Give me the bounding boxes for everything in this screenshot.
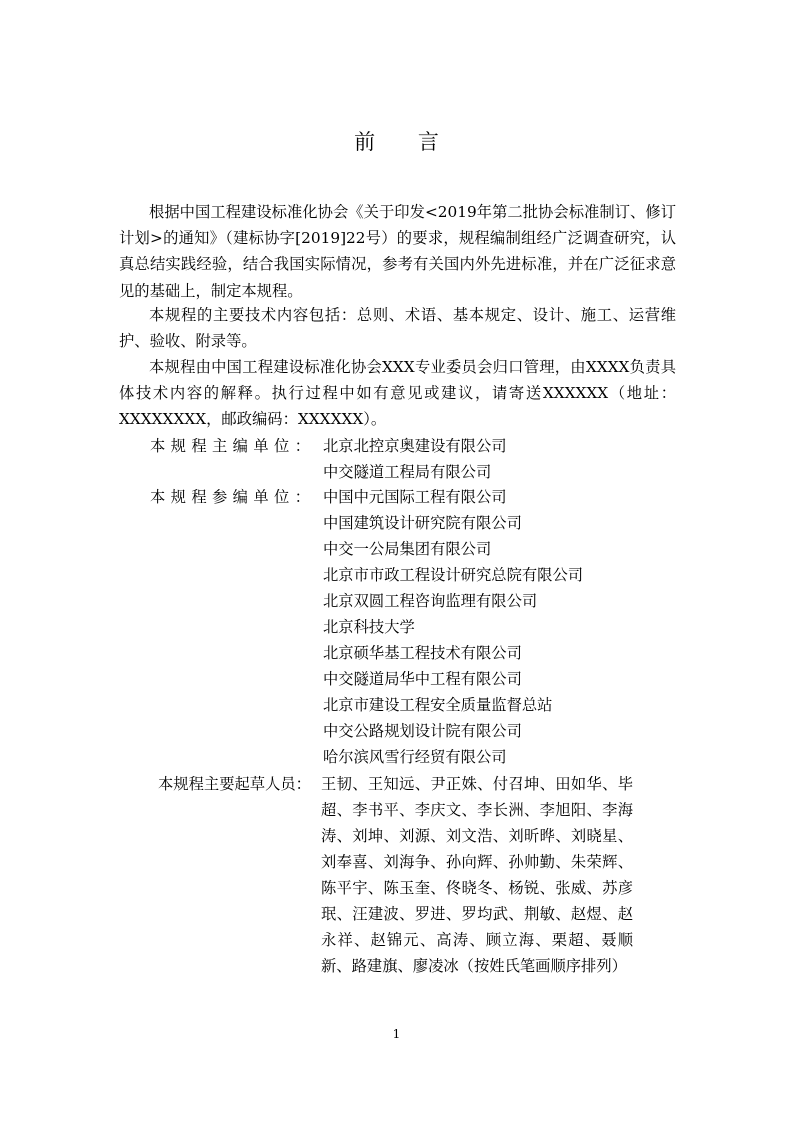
drafters-names: 王韧、王知远、尹正姝、付召坤、田如华、毕超、李书平、李庆文、李长洲、李旭阳、李海涛、刘坤、刘源、刘文浩、刘昕晔、刘晓星、刘奉喜、刘海争、孙向辉、孙帅勤、朱荣辉、陈平宇、陈玉奎、佟晓冬、杨锐、张威、苏彦珉、汪建波、罗进、罗均武、荆敏、赵煜、赵永祥、赵锦元、高涛、顾立海、栗超、聂顺新、路建旗、廖凌冰（按姓氏笔画顺序排列） [321,775,633,975]
drafters-label: 本规程主要起草人员： [158,775,311,793]
participating-unit-item: 哈尔滨风雪行经贸有限公司 [323,748,507,766]
chief-unit-item: 北京北控京奥建设有限公司 [323,437,507,455]
foreword-paragraph-contents: 本规程的主要技术内容包括：总则、术语、基本规定、设计、施工、运营维护、验收、附录等。 [119,306,676,351]
participating-units-label: 本规程参编单位： [150,488,310,506]
foreword-paragraph-management: 本规程由中国工程建设标准化协会XXX专业委员会归口管理，由XXXX负责具体技术内容的解释。执行过程中如有意见或建议，请寄送XXXXXX（地址：XXXXXXXX，邮政编码：XXXXXX）。 [119,358,676,429]
participating-unit-item: 北京硕华基工程技术有限公司 [323,644,522,662]
participating-units-list [323,484,583,770]
participating-unit-item: 中国建筑设计研究院有限公司 [323,514,522,532]
participating-unit-item: 北京市建设工程安全质量监督总站 [323,696,553,714]
chief-unit-item: 中交隧道工程局有限公司 [323,463,492,481]
chief-units-list [323,433,507,485]
chief-units-label: 本规程主编单位： [150,437,310,455]
participating-unit-item: 中交公路规划设计院有限公司 [323,722,522,740]
participating-unit-item: 北京科技大学 [323,618,415,636]
page-number: 1 [392,1027,401,1041]
participating-unit-item: 北京市市政工程设计研究总院有限公司 [323,566,584,584]
participating-unit-item: 中交隧道局华中工程有限公司 [323,670,522,688]
page-title: 前 言 [354,130,457,154]
participating-unit-item: 中交一公局集团有限公司 [323,540,492,558]
participating-unit-item: 中国中元国际工程有限公司 [323,488,507,506]
participating-unit-item: 北京双圆工程咨询监理有限公司 [323,592,538,610]
foreword-paragraph-basis: 根据中国工程建设标准化协会《关于印发<2019年第二批协会标准制订、修订计划>的通知》（建标协字[2019]22号）的要求，规程编制组经广泛调查研究，认真总结实践经验，结合我国实际情况，参考有关国内外先进标准，并在广泛征求意见的基础上，制定本规程。 [119,203,676,300]
